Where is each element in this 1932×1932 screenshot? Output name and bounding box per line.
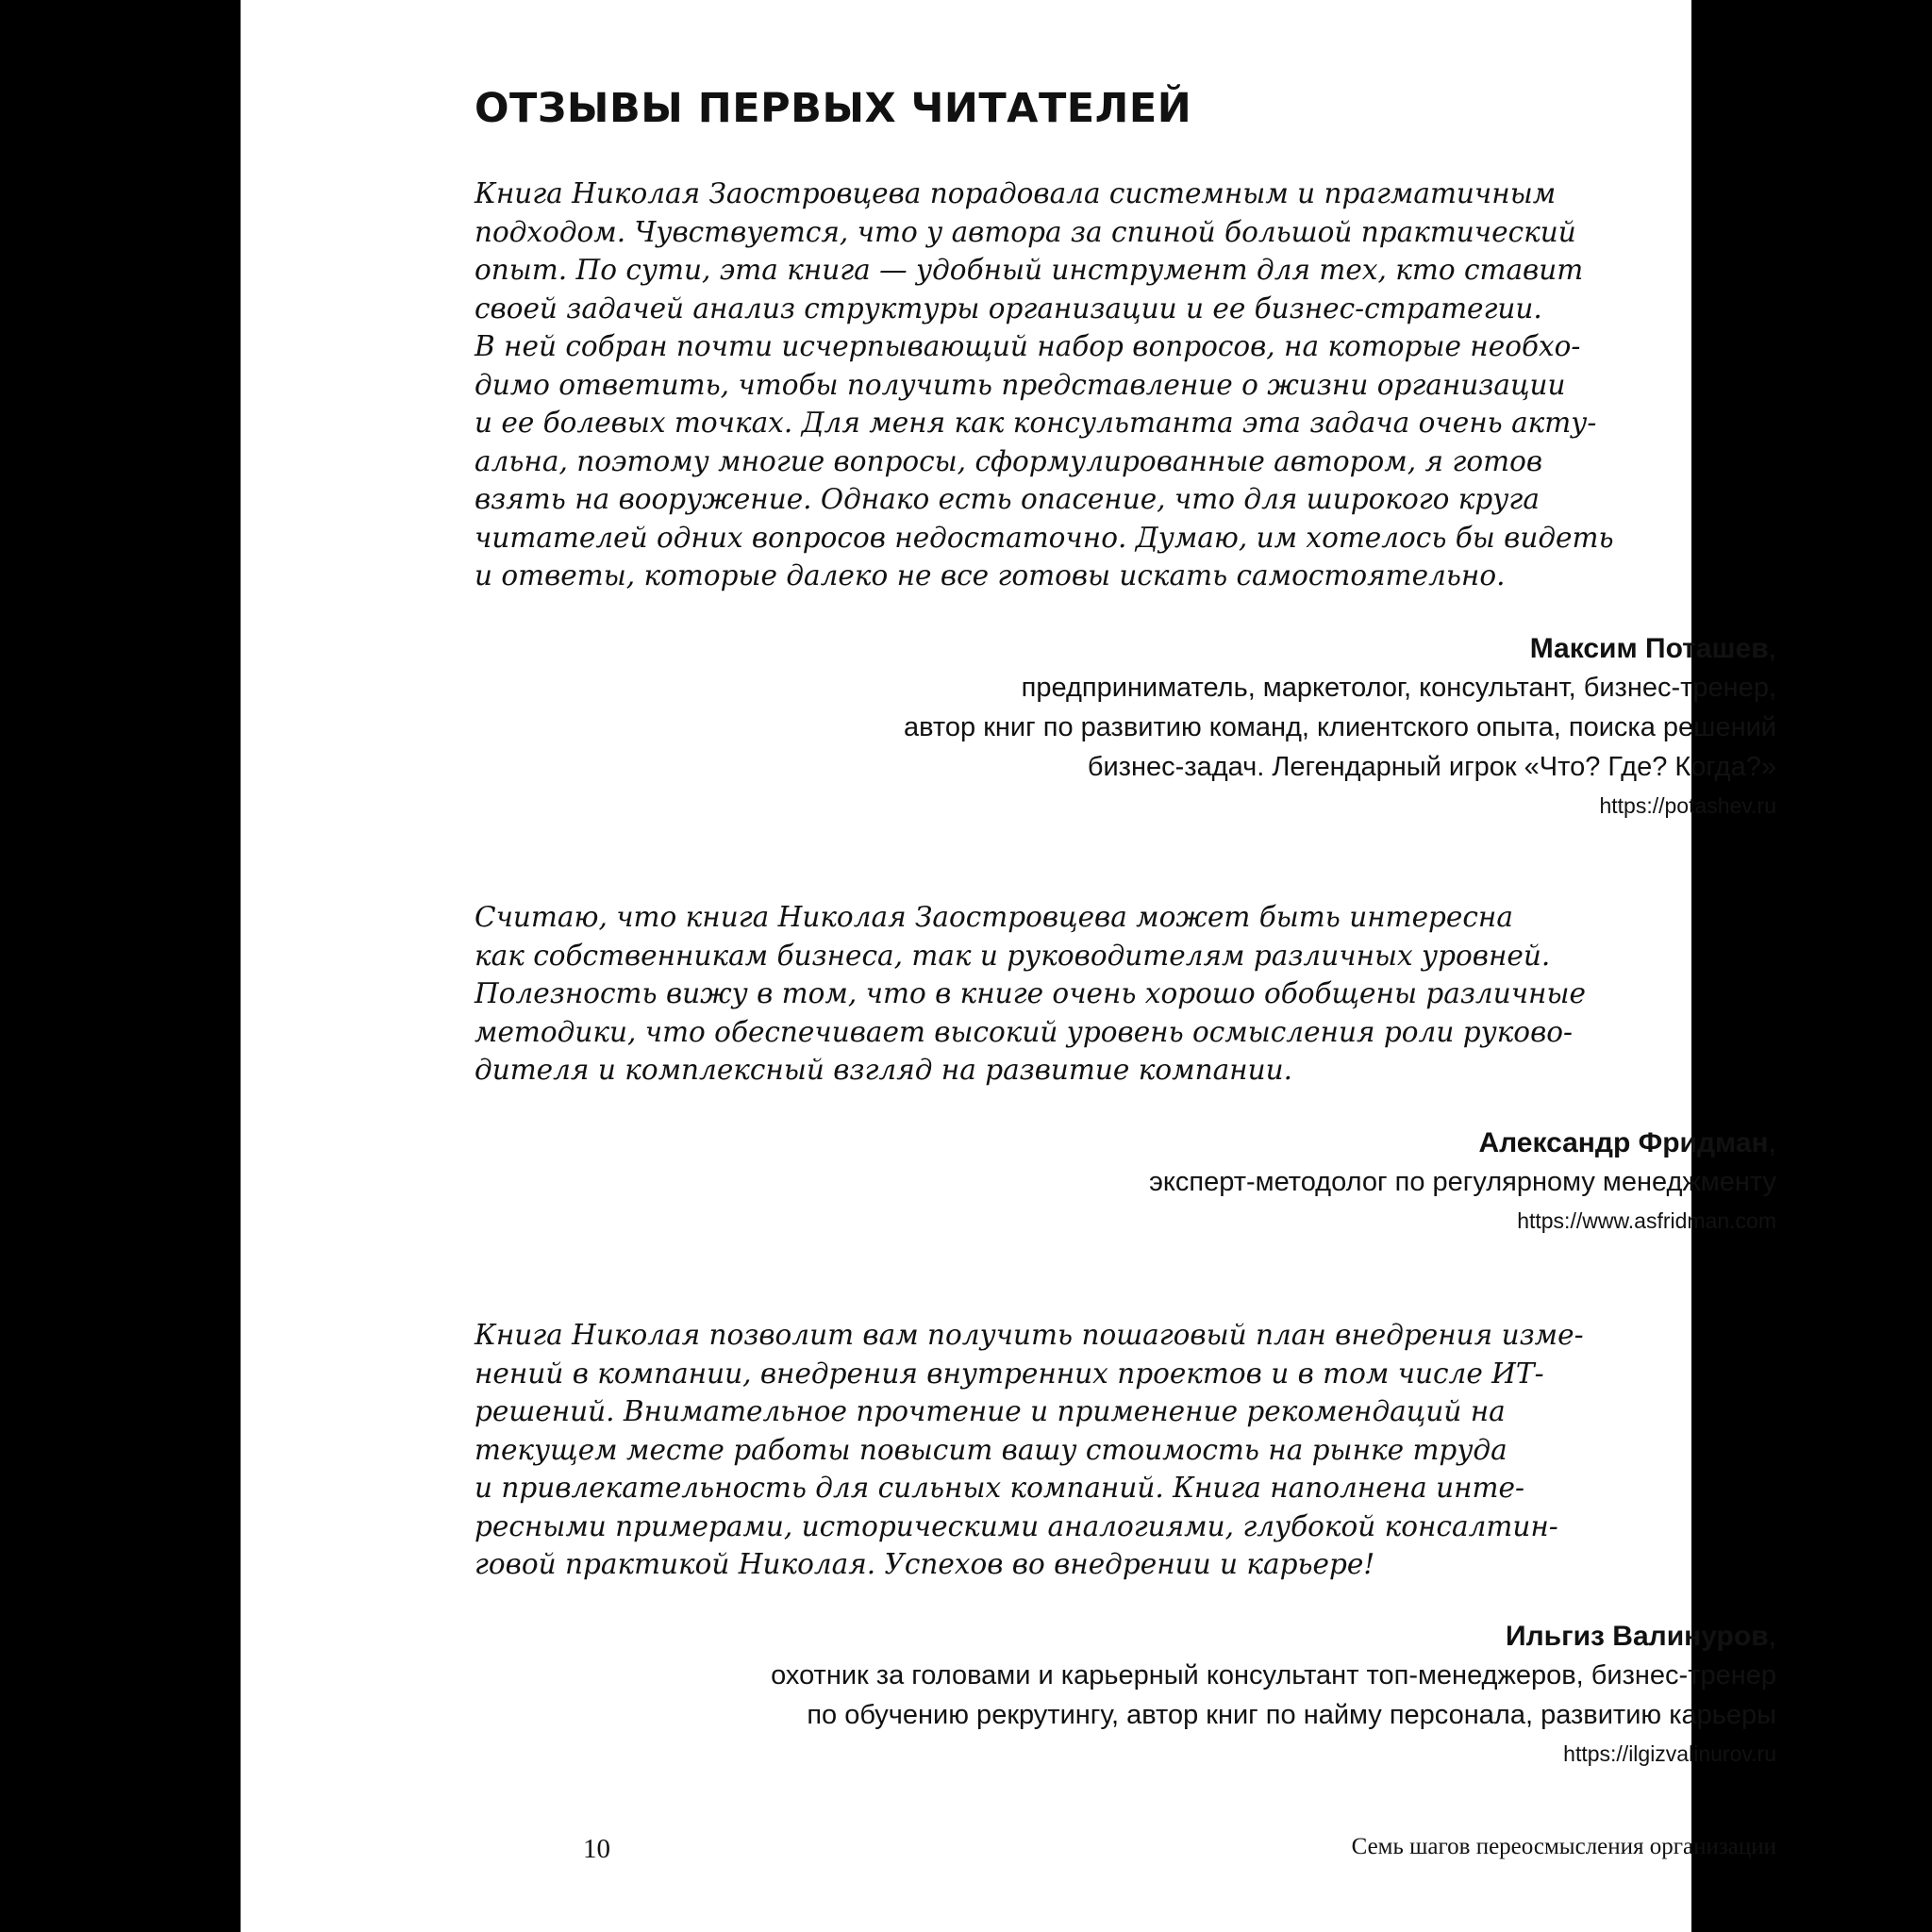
review-line: методики, что обеспечивает высокий уровень осмысления роли руково-: [475, 1015, 1573, 1048]
reviewer-role: автор книг по развитию команд, клиентского опыта, поиска решений: [904, 712, 1776, 742]
book-page: [241, 0, 1776, 1932]
review-signature: [475, 630, 1776, 824]
running-title: Семь шагов переосмысления организации: [1351, 1834, 1776, 1859]
reviewer-role: эксперт-методолог по регулярному менеджменту: [1149, 1167, 1776, 1197]
review-line: дителя и комплексный взгляд на развитие компании.: [475, 1054, 1292, 1086]
review-line: Считаю, что книга Николая Заостровцева может быть интересна: [475, 901, 1513, 933]
reviewer-role: по обучению рекрутингу, автор книг по найму персонала, развитию карьеры: [807, 1700, 1776, 1730]
review-line: Книга Николая Заостровцева порадовала системным и прагматичным: [475, 177, 1557, 209]
reviewer-name: Александр Фридман,: [1478, 1127, 1776, 1158]
review-line: альна, поэтому многие вопросы, сформулированные автором, я готов: [475, 444, 1543, 477]
reviewer-role: охотник за головами и карьерный консультант топ-менеджеров, бизнес-тренер: [771, 1660, 1776, 1690]
review-line: и привлекательность для сильных компаний. Книга наполнена инте-: [475, 1472, 1524, 1504]
review-line: Полезность вижу в том, что в книге очень хорошо обобщены различные: [475, 977, 1586, 1009]
review-line: подходом. Чувствуется, что у автора за спиной большой практический: [475, 215, 1576, 248]
reviewer-role: предприниматель, маркетолог, консультант, бизнес-тренер,: [1021, 673, 1776, 703]
review-line: В ней собран почти исчерпывающий набор вопросов, на которые необхо-: [475, 330, 1581, 362]
reviewer-name: Ильгиз Валинуров,: [1506, 1621, 1776, 1652]
review-line: своей задачей анализ структуры организации и ее бизнес-стратегии.: [475, 291, 1542, 325]
review-line: взять на вооружение. Однако есть опасение, что для широкого круга: [475, 483, 1540, 515]
review-line: и ответы, которые далеко не все готовы искать самостоятельно.: [475, 559, 1506, 591]
reviewer-role: бизнес-задач. Легендарный игрок «Что? Где? Когда?»: [1087, 752, 1776, 782]
review-line: опыт. По сути, эта книга — удобный инструмент для тех, кто ставит: [475, 254, 1584, 286]
review-text: [475, 898, 1776, 1090]
review-line: димо ответить, чтобы получить представление о жизни организации: [475, 368, 1566, 401]
review-line: Книга Николая позволит вам получить пошаговый план внедрения изме-: [475, 1319, 1584, 1351]
review-text: [475, 1316, 1776, 1584]
review-signature: [475, 1618, 1776, 1773]
review-signature: [475, 1124, 1776, 1240]
review-line: говой практикой Николая. Успехов во внедрении и карьере!: [475, 1548, 1375, 1580]
review-line: нений в компании, внедрения внутренних проектов и в том числе ИТ-: [475, 1357, 1544, 1390]
review-line: читателей одних вопросов недостаточно. Думаю, им хотелось бы видеть: [475, 521, 1614, 554]
review-line: как собственникам бизнеса, так и руководителям различных уровней.: [475, 939, 1551, 972]
review-text: [475, 175, 1776, 595]
review-line: и ее болевых точках. Для меня как консультанта эта задача очень акту-: [475, 407, 1597, 439]
review-line: решений. Внимательное прочтение и применение рекомендаций на: [475, 1395, 1506, 1427]
page-number: 10: [583, 1834, 610, 1864]
page-title: ОТЗЫВЫ ПЕРВЫХ ЧИТАТЕЛЕЙ: [475, 85, 1192, 132]
review-line: текущем месте работы повысит вашу стоимость на рынке труда: [475, 1433, 1507, 1466]
reviewer-url: https://ilgizvalinurov.ru: [1563, 1741, 1776, 1766]
reviewer-url: https://www.asfridman.com: [1517, 1208, 1776, 1233]
reviewer-url: https://potashev.ru: [1599, 793, 1776, 818]
review-line: ресными примерами, историческими аналогиями, глубокой консалтин-: [475, 1509, 1558, 1542]
reviewer-name: Максим Поташев,: [1529, 633, 1776, 664]
